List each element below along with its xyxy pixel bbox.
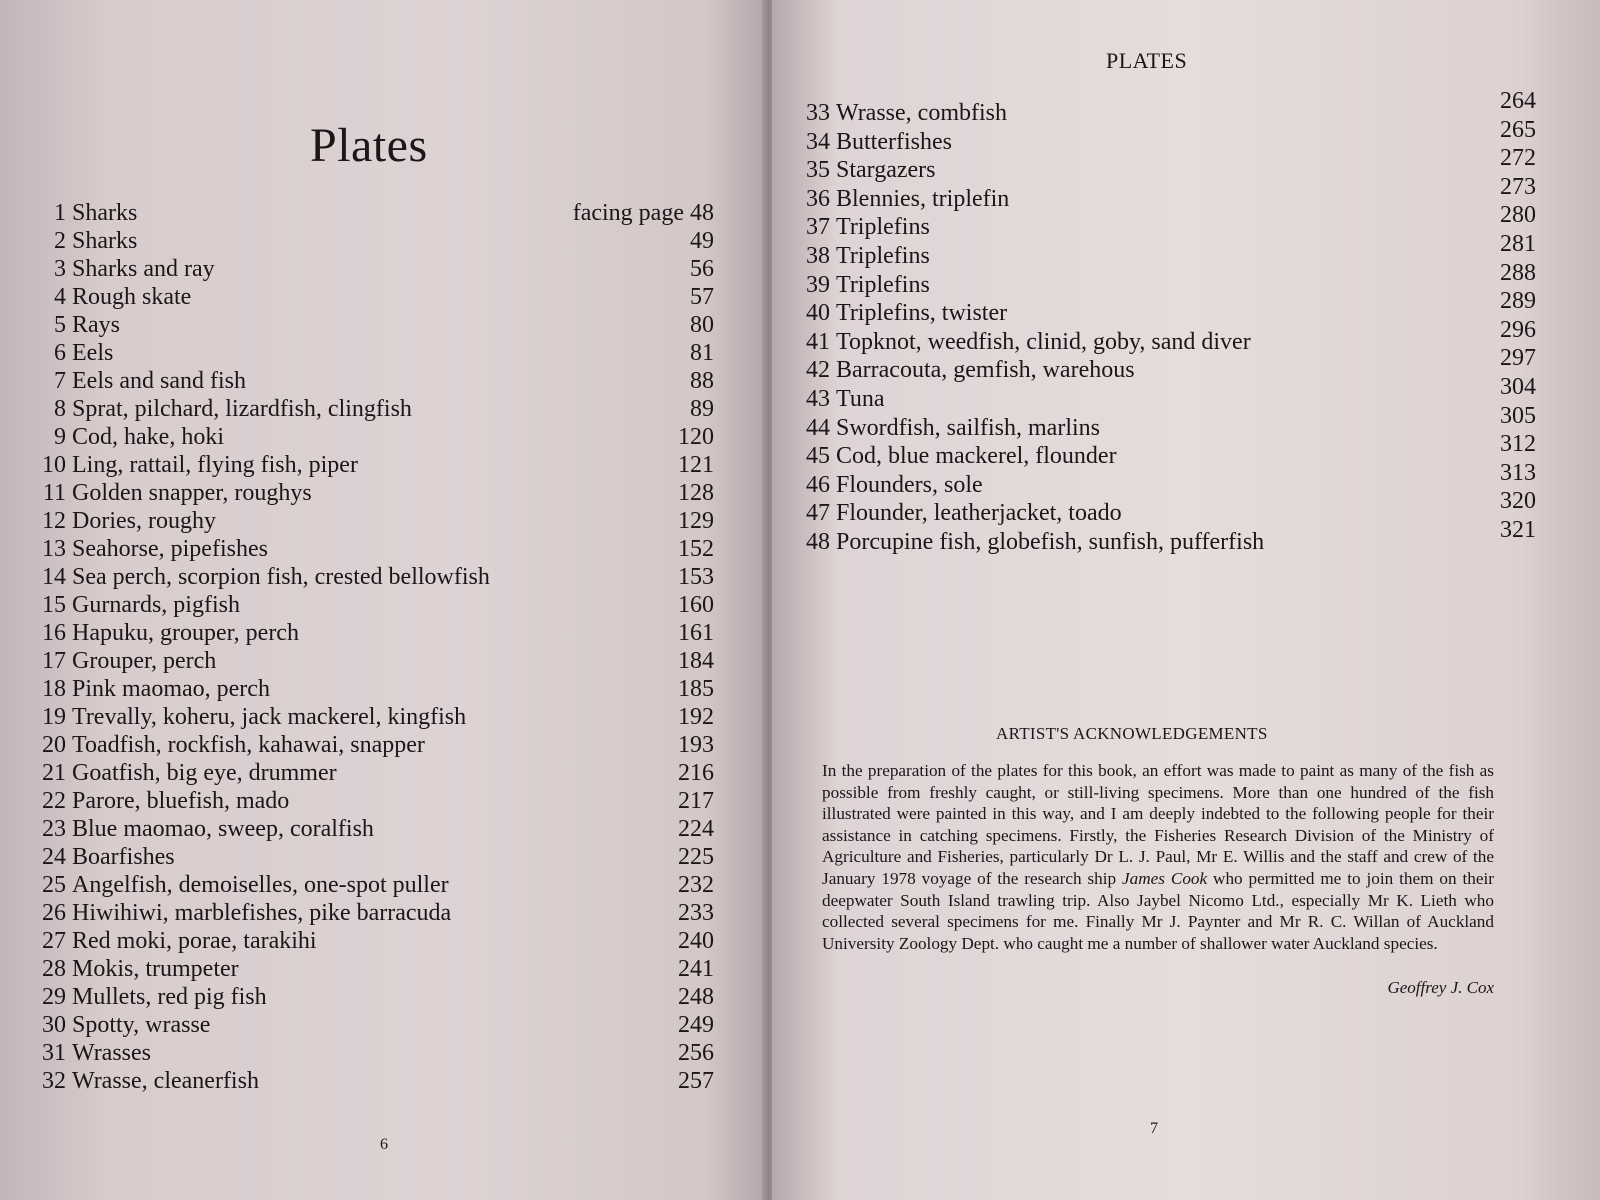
plate-row [790, 402, 1536, 443]
plate-page-number: 312 [1500, 431, 1536, 458]
plate-row [790, 488, 1536, 528]
plate-page-number: 153 [678, 564, 714, 590]
plate-row [790, 345, 1536, 385]
plate-number: 1 [54, 200, 66, 226]
ack-text-part-2: who permitted me to join them on their deepwater South Island trawling trip. Also Jaybel Nicomo Ltd., especially Mr K. Lieth who collected several specimens for me. Finally Mr J. Paynter and Mr R. C. Willan of Auckland University Zoology Dept. who caught me a number of shallower water Auckland species. [822, 868, 1494, 953]
plate-row [790, 173, 1536, 214]
plate-page-number: 265 [1500, 116, 1536, 143]
plate-number: 8 [54, 396, 66, 422]
plate-row [790, 231, 1536, 271]
plate-title: Mullets, red pig fish [72, 984, 267, 1010]
plate-row [30, 200, 714, 228]
plate-page-number: 321 [1500, 517, 1536, 543]
plate-title: Grouper, perch [72, 648, 217, 674]
plate-title: Golden snapper, roughys [72, 480, 312, 506]
plate-page-number: 192 [678, 704, 714, 730]
plate-title: Triplefins, twister [836, 300, 1008, 327]
plate-row [30, 452, 714, 480]
plate-row [30, 564, 714, 592]
plate-number: 47 [806, 500, 830, 527]
plate-number: 11 [42, 480, 66, 506]
plate-row [790, 288, 1536, 328]
plate-page-number: 241 [678, 956, 714, 982]
plate-number: 12 [42, 508, 66, 534]
plate-title: Cod, blue mackerel, flounder [836, 443, 1117, 470]
plate-title: Barracouta, gemfish, warehous [836, 357, 1135, 384]
plate-row [790, 202, 1536, 242]
plate-title: Wrasse, cleanerfish [72, 1068, 259, 1094]
plate-row [30, 956, 714, 984]
plate-page-number: 249 [678, 1012, 714, 1038]
plate-row [790, 431, 1536, 471]
plate-title: Flounders, sole [836, 471, 983, 498]
plate-title: Tuna [836, 386, 885, 412]
plate-number: 37 [806, 214, 830, 241]
plate-title: Pink maomao, perch [72, 676, 270, 702]
plate-row [30, 732, 714, 760]
plate-page-number: 297 [1500, 345, 1536, 372]
plate-page-number: 289 [1500, 288, 1536, 315]
plate-title: Eels [72, 340, 114, 366]
plate-row [30, 284, 714, 312]
plate-number: 22 [42, 788, 66, 814]
plate-title: Triplefins [836, 214, 930, 241]
plate-number: 32 [42, 1068, 66, 1094]
plate-title: Spotty, wrasse [72, 1012, 211, 1038]
plate-number: 4 [54, 284, 66, 310]
plate-number: 43 [806, 386, 830, 412]
plate-row [790, 88, 1536, 128]
plate-number: 21 [42, 760, 66, 786]
plate-page-number: 272 [1500, 145, 1536, 172]
plate-row [790, 374, 1536, 414]
plate-page-number: 57 [690, 284, 714, 310]
plate-row [790, 316, 1536, 357]
plate-row [30, 788, 714, 816]
plate-row [30, 620, 714, 648]
plate-row [30, 816, 714, 844]
plate-number: 6 [54, 340, 66, 366]
plate-number: 16 [42, 620, 66, 646]
plate-page-number: 129 [678, 508, 714, 534]
plate-number: 30 [42, 1012, 66, 1038]
plate-page-number: 49 [690, 228, 714, 254]
plate-page-number: 217 [678, 788, 714, 814]
plate-row [30, 844, 714, 872]
plate-number: 3 [54, 256, 66, 282]
plate-number: 28 [42, 956, 66, 982]
plate-row [30, 1068, 714, 1096]
plate-title: Boarfishes [72, 844, 175, 870]
plate-number: 27 [42, 928, 66, 954]
plate-number: 25 [42, 872, 66, 898]
plate-title: Sharks and ray [72, 256, 215, 282]
plate-page-number: 56 [690, 256, 714, 282]
plate-number: 34 [806, 128, 830, 155]
plate-number: 10 [42, 452, 66, 478]
plate-title: Goatfish, big eye, drummer [72, 760, 337, 786]
plate-title: Rays [72, 312, 120, 338]
plate-page-number: 225 [678, 844, 714, 870]
plate-number: 36 [806, 185, 830, 212]
plate-title: Wrasse, combfish [836, 100, 1007, 126]
plate-title: Topknot, weedfish, clinid, goby, sand diver [836, 328, 1251, 355]
plate-title: Seahorse, pipefishes [72, 536, 268, 562]
plate-row [790, 116, 1536, 157]
plate-number: 13 [42, 536, 66, 562]
plate-number: 2 [54, 228, 66, 254]
plate-page-number: 232 [678, 872, 714, 898]
plate-page-number: 193 [678, 732, 714, 758]
page-number-left: 6 [380, 1136, 388, 1153]
plate-page-number: 257 [678, 1068, 714, 1094]
plate-number: 42 [806, 357, 830, 384]
plate-number: 39 [806, 271, 830, 298]
plate-title: Mokis, trumpeter [72, 956, 239, 982]
plate-row [30, 592, 714, 620]
plate-row [30, 928, 714, 956]
plate-page-number: 128 [678, 480, 714, 506]
plate-number: 5 [54, 312, 66, 338]
plate-row [30, 900, 714, 928]
plate-row [790, 459, 1536, 500]
plate-title: Triplefins [836, 243, 930, 269]
plate-page-number: 280 [1500, 202, 1536, 229]
plate-row [30, 1012, 714, 1040]
plate-page-number: 304 [1500, 374, 1536, 400]
plate-title: Triplefins [836, 271, 930, 298]
plate-page-number: 296 [1500, 316, 1536, 343]
plate-title: Gurnards, pigfish [72, 592, 240, 618]
plate-page-number: 288 [1500, 259, 1536, 286]
plate-number: 29 [42, 984, 66, 1010]
plate-page-number: 81 [690, 340, 714, 366]
plate-page-number: 273 [1500, 173, 1536, 200]
plate-page-number: 89 [690, 396, 714, 422]
plate-page-number: 120 [678, 424, 714, 450]
plate-row [790, 517, 1536, 557]
plate-page-number: 160 [678, 592, 714, 618]
plate-title: Porcupine fish, globefish, sunfish, pufferfish [836, 529, 1265, 555]
page-title: Plates [310, 119, 428, 172]
plate-title: Toadfish, rockfish, kahawai, snapper [72, 732, 425, 758]
plate-number: 17 [42, 648, 66, 674]
page-number-right: 7 [1150, 1120, 1158, 1137]
plate-title: Sharks [72, 200, 138, 226]
plate-page-number: facing page 48 [572, 200, 714, 226]
plate-title: Blue maomao, sweep, coralfish [72, 816, 374, 842]
plate-page-number: 161 [678, 620, 714, 646]
plate-row [30, 676, 714, 704]
plate-title: Rough skate [72, 284, 192, 310]
plate-title: Flounder, leatherjacket, toado [836, 500, 1122, 527]
left-page [0, 0, 768, 1200]
plate-number: 23 [42, 816, 66, 842]
plate-page-number: 233 [678, 900, 714, 926]
plate-page-number: 121 [678, 452, 714, 478]
plate-number: 24 [42, 844, 66, 870]
plate-page-number: 248 [678, 984, 714, 1010]
plate-number: 26 [42, 900, 66, 926]
plate-title: Sharks [72, 228, 138, 254]
plate-title: Blennies, triplefin [836, 185, 1010, 212]
acknowledgements-heading: ARTIST'S ACKNOWLEDGEMENTS [996, 724, 1268, 743]
plate-page-number: 320 [1500, 488, 1536, 515]
plate-page-number: 80 [690, 312, 714, 338]
plate-row [30, 228, 714, 256]
plate-page-number: 313 [1500, 459, 1536, 486]
acknowledgements-text [822, 760, 1494, 954]
plate-number: 31 [42, 1040, 66, 1066]
artist-signature: Geoffrey J. Cox [1387, 978, 1494, 997]
plate-title: Wrasses [72, 1040, 152, 1066]
plate-row [30, 508, 714, 536]
plate-title: Hapuku, grouper, perch [72, 620, 299, 646]
ship-name: James Cook [1122, 868, 1208, 888]
plate-number: 48 [806, 529, 830, 555]
plate-page-number: 185 [678, 676, 714, 702]
plate-row [30, 984, 714, 1012]
plate-number: 35 [806, 157, 830, 184]
plate-title: Sea perch, scorpion fish, crested bellowfish [72, 564, 490, 590]
plate-number: 15 [42, 592, 66, 618]
plate-page-number: 88 [690, 368, 714, 394]
plate-number: 44 [806, 414, 830, 441]
plate-row [30, 648, 714, 676]
plate-title: Hiwihiwi, marblefishes, pike barracuda [72, 900, 452, 926]
plate-row [30, 368, 714, 396]
plate-title: Angelfish, demoiselles, one-spot puller [72, 872, 449, 898]
plate-title: Dories, roughy [72, 508, 216, 534]
plate-number: 18 [42, 676, 66, 702]
plate-page-number: 264 [1500, 88, 1536, 114]
plate-page-number: 152 [678, 536, 714, 562]
plate-number: 38 [806, 243, 830, 269]
plate-page-number: 240 [678, 928, 714, 954]
plate-row [30, 1040, 714, 1068]
plate-row [30, 396, 714, 424]
plate-row [30, 760, 714, 788]
plate-number: 9 [54, 424, 66, 450]
plate-title: Ling, rattail, flying fish, piper [72, 452, 358, 478]
plate-title: Stargazers [836, 157, 936, 184]
plate-page-number: 256 [678, 1040, 714, 1066]
plate-number: 40 [806, 300, 830, 327]
plate-title: Red moki, porae, tarakihi [72, 928, 317, 954]
plate-page-number: 224 [678, 816, 714, 842]
plate-title: Cod, hake, hoki [72, 424, 224, 450]
plate-title: Eels and sand fish [72, 368, 246, 394]
plate-row [30, 312, 714, 340]
plate-title: Trevally, koheru, jack mackerel, kingfish [72, 704, 467, 730]
plate-number: 45 [806, 443, 830, 470]
plate-number: 14 [42, 564, 66, 590]
plate-page-number: 216 [678, 760, 714, 786]
right-page [772, 0, 1600, 1200]
plate-number: 46 [806, 471, 830, 498]
plate-title: Swordfish, sailfish, marlins [836, 414, 1100, 441]
plate-page-number: 305 [1500, 402, 1536, 429]
plate-number: 19 [42, 704, 66, 730]
plate-page-number: 184 [678, 648, 714, 674]
running-head: PLATES [1106, 48, 1188, 73]
plate-page-number: 281 [1500, 231, 1536, 257]
plate-title: Butterfishes [836, 128, 952, 155]
plate-number: 33 [806, 100, 830, 126]
plate-row [30, 256, 714, 284]
plate-number: 41 [806, 328, 830, 355]
plate-row [30, 536, 714, 564]
plate-row [30, 424, 714, 452]
plate-number: 7 [54, 368, 66, 394]
plate-row [30, 872, 714, 900]
plate-number: 20 [42, 732, 66, 758]
plate-row [790, 259, 1536, 300]
plate-row [790, 145, 1536, 185]
plate-title: Sprat, pilchard, lizardfish, clingfish [72, 396, 412, 422]
plate-row [30, 704, 714, 732]
plate-title: Parore, bluefish, mado [72, 788, 290, 814]
ack-text-part-1: In the preparation of the plates for this book, an effort was made to paint as many of the fish as possible from freshly caught, or still-living specimens. More than one hundred of the fish illustrated were painted in this way, and I am deeply indebted to the following people for their assistance in catching specimens. Firstly, the Fisheries Research Division of the Ministry of Agriculture and Fisheries, particularly Dr L. J. Paul, Mr E. Willis and the staff and crew of the January 1978 voyage of the research ship [822, 761, 1494, 888]
plate-row [30, 480, 714, 508]
plate-row [30, 340, 714, 368]
